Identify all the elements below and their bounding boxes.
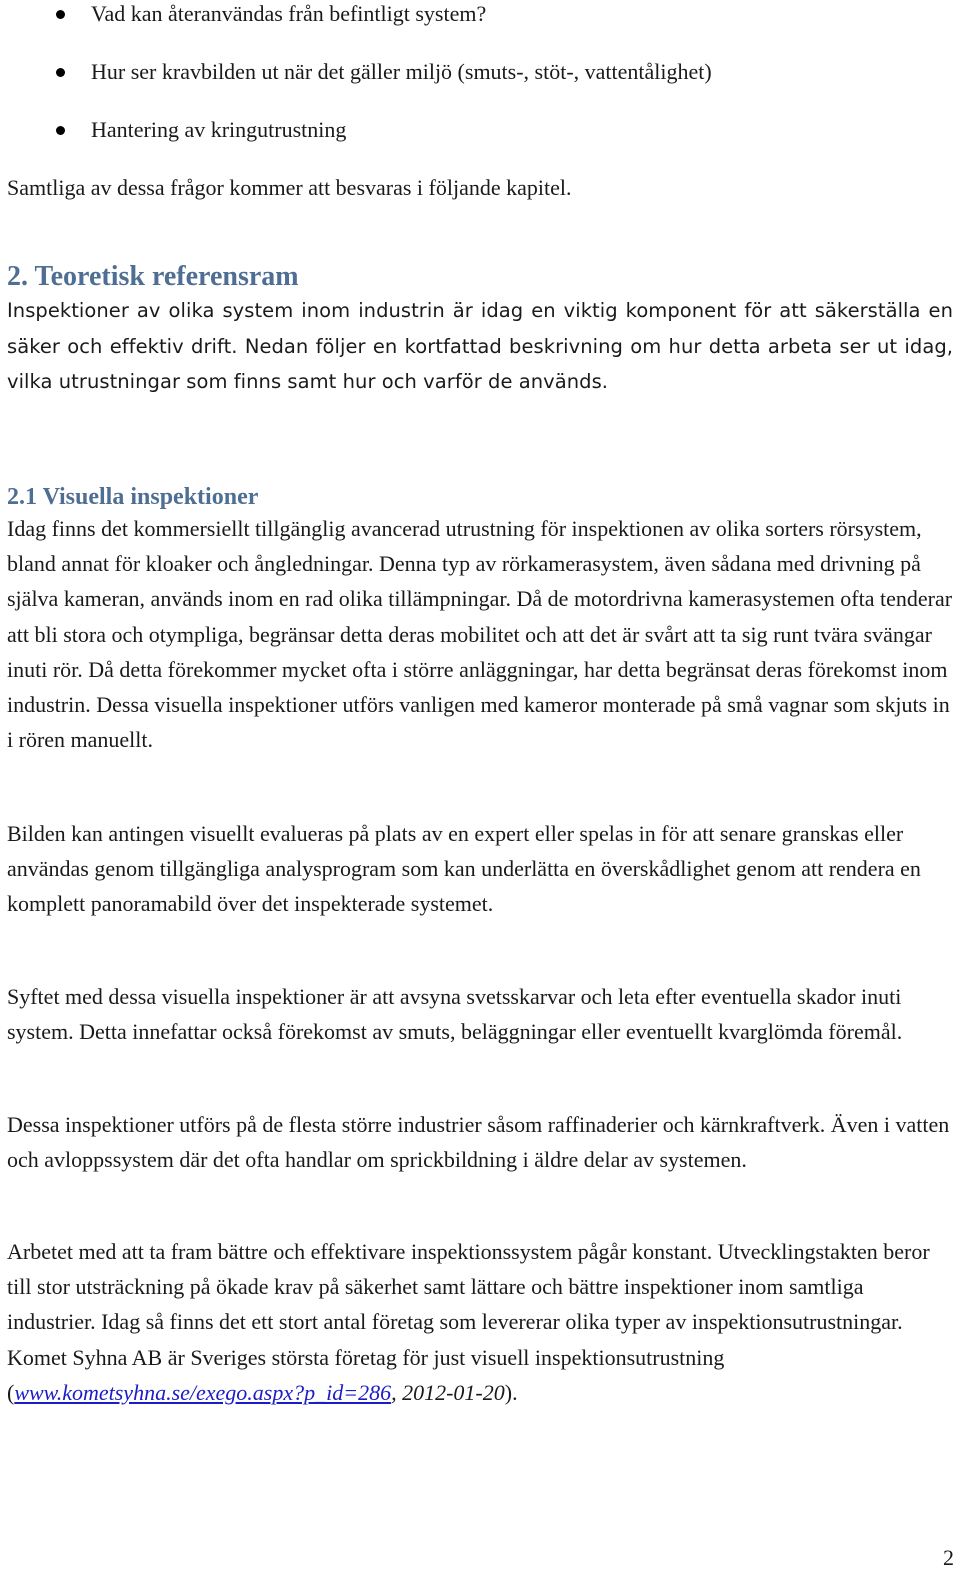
citation-date: , 2012-01-20 [391,1379,505,1405]
citation [7,1380,518,1405]
paragraph-text: Arbetet med att ta fram bättre och effektivare inspektionssystem pågår konstant. Utvecklingstakten beror till stor utsträckning på ökade krav på säkerhet samt lättare och bättre inspektioner inom samtliga industrier. Idag så finns det ett stort antal företag som levererar olika typer av inspektionsutrustningar. Komet Syhna AB är Sveriges största företag för just visuell inspektionsutrustning [7,1239,930,1370]
list-item-text: Hur ser kravbilden ut när det gäller miljö (smuts-, stöt-, vattentålighet) [91,59,712,84]
section-paragraph: Inspektioner av olika system inom industrin är idag en viktig komponent för att säkerställa en säker och effektiv drift. Nedan följer en kortfattad beskrivning om hur detta arbeta ser ut idag, vilka utrustningar som finns samt hur och varför de används. [7,299,953,393]
list-item-text: Hantering av kringutrustning [91,117,347,142]
citation-close: ). [504,1379,518,1405]
paragraph: Idag finns det kommersiellt tillgänglig avancerad utrustning för inspektionen av olika sorters rörsystem, bland annat för kloaker och ångledningar. Denna typ av rörkamerasystem, även sådana med drivning på själva kameran, används inom en rad olika tillämpningar. Då de motordrivna kamerasystemen ofta tenderar att bli stora och otympliga, begränsar detta deras mobilitet och att det är svårt att ta sig runt tvära svängar inuti rör. Då detta förekommer mycket ofta i större anläggningar, har detta begränsat deras förekomst inom industrin. Dessa visuella inspektioner utförs vanligen med kameror monterade på små vagnar som skjuts in i rören manuellt. [7,516,953,753]
bullet-icon [56,126,65,135]
subsection-heading: 2.1 Visuella inspektioner [7,484,259,510]
bullet-icon [56,68,65,77]
paragraph: Bilden kan antingen visuellt evalueras på plats av en expert eller spelas in för att senare granskas eller användas genom tillgängliga analysprogram som kan underlätta en överskådlighet genom att rendera en komplett panoramabild över det inspekterade systemet. [7,821,921,917]
citation-link[interactable]: www.kometsyhna.se/exego.aspx?p_id=286 [14,1379,392,1405]
paragraph [7,1234,953,1410]
citation-open: ( [7,1379,15,1405]
bullet-icon [56,10,65,19]
paragraph: Syftet med dessa visuella inspektioner är att avsyna svetsskarvar och leta efter eventuella skador inuti system. Detta innefattar också förekomst av smuts, beläggningar eller eventuellt kvarglömda föremål. [7,984,903,1045]
page-number: 2 [943,1545,954,1570]
intro-closing-text: Samtliga av dessa frågor kommer att besvaras i följande kapitel. [7,175,572,200]
section-heading: 2. Teoretisk referensram [7,261,299,292]
list-item-text: Vad kan återanvändas från befintligt system? [91,1,487,26]
paragraph: Dessa inspektioner utförs på de flesta större industrier såsom raffinaderier och kärnkraftverk. Även i vatten och avloppssystem där det ofta handlar om sprickbildning i äldre delar av systemen. [7,1112,950,1173]
